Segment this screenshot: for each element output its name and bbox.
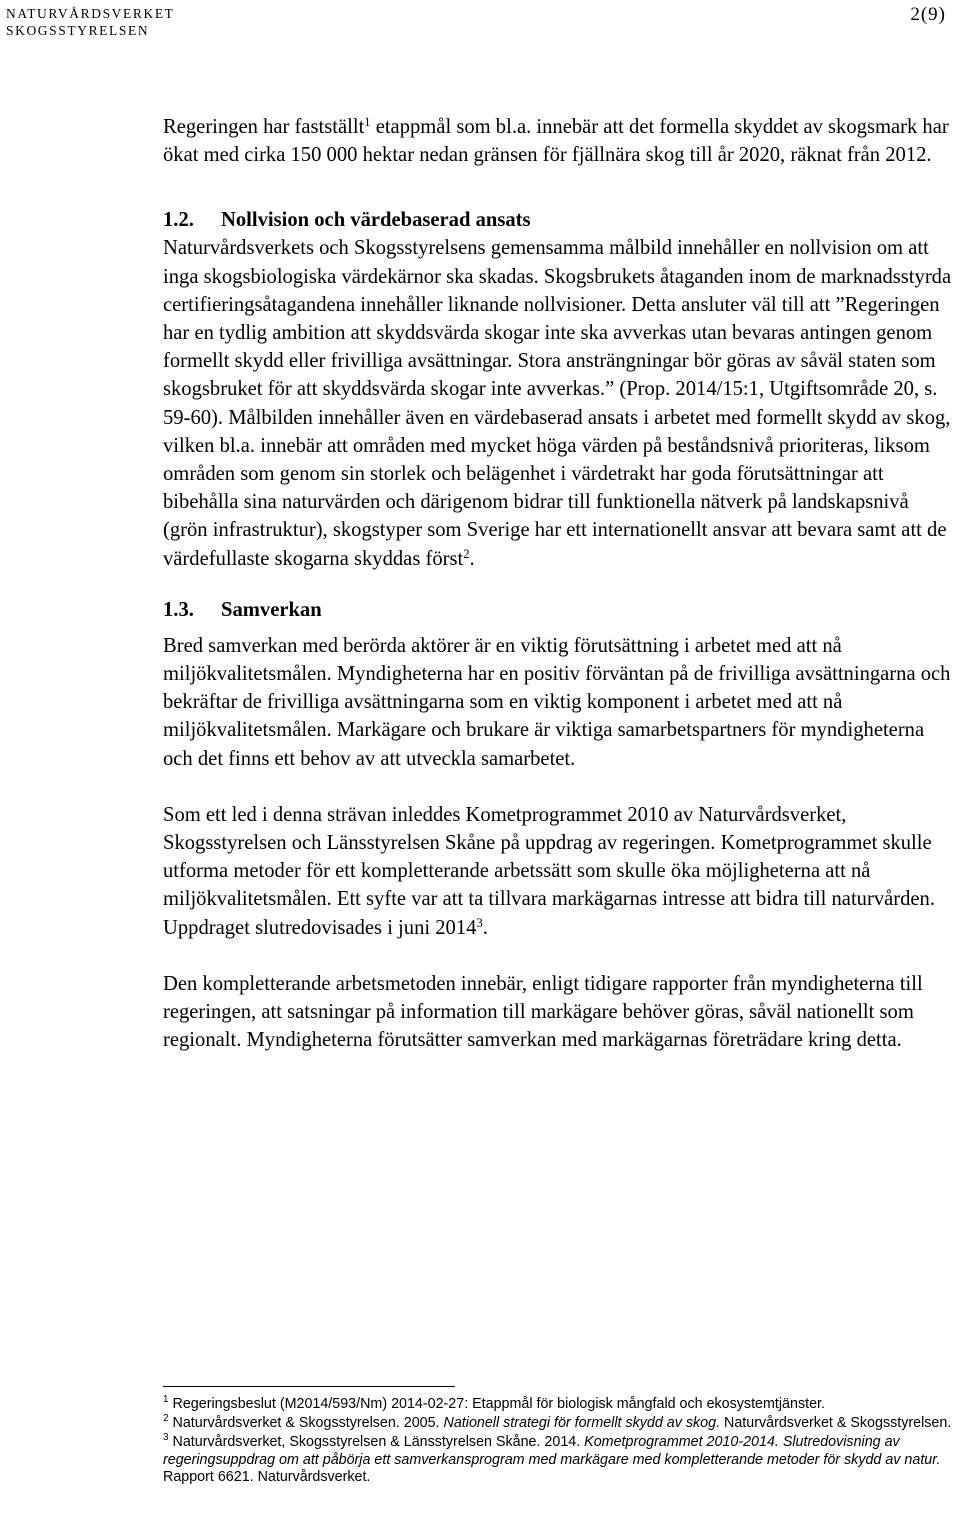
nollvision-text: Naturvårdsverkets och Skogsstyrelsens gemensamma målbild innehåller en nollvision om att inga skogsbiologiska värdekärnor ska skadas. Skogsbrukets åtaganden inom de marknadsstyrda certifieringsåtagandena innehåller liknande nollvisioner. Detta ansluter väl till att ”Regeringen har en tydlig ambition att skyddsvärda skogar inte ska avverkas utan bevaras antingen genom formellt skydd eller frivilliga avsättningar. Stora ansträngningar bör göras av såväl staten som skogsbruket för att skyddsvärda skogar inte avverkas.” (Prop. 2014/15:1, Utgiftsområde 20, s. 59-60). Målbilden innehåller även en värdebaserad ansats i arbetet med formellt skydd av skog, vilken bl.a. innebär att områden med mycket höga värden på beståndsnivå prioriteras, liksom områden som genom sin storlek och belägenhet i värdetrakt har goda förutsättningar att bibehålla sina naturvärden och därigenom bidrar till funktionella nätverk på landskapsnivå (grön infrastruktur), skogstyper som Sverige har ett internationellt ansvar att bevara samt att de värdefullaste skogarna skyddas först — [163, 237, 952, 570]
intro-text: Regeringen har fastställt — [163, 116, 365, 138]
samverkan-text: Som ett led i denna strävan inleddes Kometprogrammet 2010 av Naturvårdsverket, Skogsstyrelsen och Länsstyrelsen Skåne på uppdrag av regeringen. Kometprogrammet skulle utforma metoder för ett kompletterande arbetssätt som skulle öka möjligheterna att nå miljökvalitetsmålen. Ett syfte var att ta tillvara markägarnas intresse att bidra till naturvården. Uppdraget slutredovisades i juni 2014 — [163, 803, 936, 939]
header-org-naturvardsverket: NATURVÅRDSVERKET — [6, 6, 175, 21]
footnote-text-end: Naturvårdsverket & Skogsstyrelsen. — [720, 1415, 952, 1432]
footnote-ref-3[interactable]: 3 — [476, 915, 483, 930]
footnote-ref-1[interactable]: 1 — [364, 115, 371, 129]
document-body — [163, 113, 958, 1054]
footnotes — [163, 1386, 953, 1488]
section-heading-nollvision — [163, 206, 958, 234]
samverkan-paragraph-3: Den kompletterande arbetsmetoden innebär, enligt tidigare rapporter från myndigheterna till regeringen, att satsningar på information till markägare behöver göras, såväl nationellt som regionalt. Myndigheterna förutsätter samverkan med markägarnas företrädare kring detta. — [163, 972, 923, 1052]
section-title: Samverkan — [221, 598, 322, 621]
page-header — [6, 5, 175, 39]
nollvision-text-end: . — [469, 547, 475, 570]
footnote-title: Kometprogrammet 2010-2014. Slutredovisning av regeringsuppdrag om att påbörja ett samverkansprogram med markägare med kompletterande metoder för skydd av natur. — [163, 1434, 941, 1468]
footnote-number: 2 — [163, 1413, 169, 1425]
intro-paragraph — [163, 113, 958, 169]
section-number: 1.3. — [163, 598, 194, 621]
footnote-3 — [163, 1434, 953, 1486]
footnote-separator — [163, 1386, 455, 1387]
nollvision-paragraph — [163, 234, 958, 572]
footnote-ref-2[interactable]: 2 — [463, 546, 470, 561]
footnote-title: Nationell strategi för formellt skydd av skog. — [443, 1415, 721, 1432]
footnote-1 — [163, 1396, 953, 1413]
intro-text-cont: etappmål som bl.a. innebär att det formella skyddet av skogsmark har ökat med cirka 150 000 hektar nedan gränsen för fjällnära skog till år 2020, räknat från 2012. — [163, 116, 949, 167]
samverkan-paragraph-2 — [163, 801, 958, 942]
section-title: Nollvision och värdebaserad ansats — [221, 209, 531, 232]
section-heading-samverkan — [163, 596, 958, 624]
samverkan-paragraph-1: Bred samverkan med berörda aktörer är en viktig förutsättning i arbetet med att nå miljökvalitetsmålen. Myndigheterna har en positiv förväntan på de frivilliga avsättningarna och bekräftar de frivilliga avsättningarna som en viktig komponent i arbetet med att nå miljökvalitetsmålen. Markägare och brukare är viktiga samarbetspartners för myndigheterna och det finns ett behov av att utveckla samarbetet. — [163, 634, 951, 770]
footnote-number: 3 — [163, 1432, 169, 1444]
footnote-text: Regeringsbeslut (M2014/593/Nm) 2014-02-27: Etappmål för biologisk mångfald och ekosystemtjänster. — [168, 1396, 825, 1412]
footnote-text-end: Rapport 6621. Naturvårdsverket. — [163, 1468, 371, 1485]
footnote-text: Naturvårdsverket, Skogsstyrelsen & Länsstyrelsen Skåne. 2014. — [168, 1434, 585, 1451]
header-org-skogsstyrelsen: SKOGSSTYRELSEN — [6, 23, 150, 38]
page-number: 2(9) — [910, 4, 946, 25]
footnote-number: 1 — [163, 1394, 169, 1405]
footnote-text: Naturvårdsverket & Skogsstyrelsen. 2005. — [168, 1415, 444, 1432]
samverkan-text-end: . — [482, 916, 488, 939]
section-number: 1.2. — [163, 209, 194, 232]
footnote-2 — [163, 1415, 953, 1432]
